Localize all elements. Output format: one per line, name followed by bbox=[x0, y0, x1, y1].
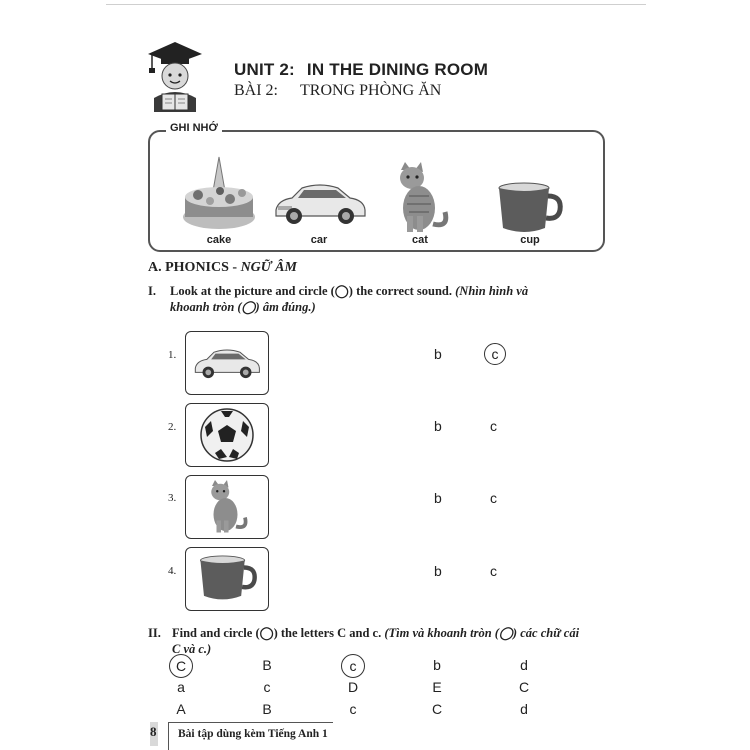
exercise-2-instruction-vi-2: C và c.) bbox=[172, 642, 212, 656]
unit-name: IN THE DINING ROOM bbox=[306, 60, 489, 79]
unit-label: UNIT 2: bbox=[234, 60, 295, 79]
exercise-1-instruction-vi-2: khoanh tròn (◯) âm đúng.) bbox=[170, 300, 316, 314]
lesson-name: TRONG PHÒNG ĂN bbox=[300, 82, 442, 99]
cat-icon bbox=[206, 479, 248, 535]
letter-cell-circled[interactable]: c bbox=[341, 654, 365, 678]
soccer-ball-icon bbox=[199, 407, 255, 463]
item-2-option-c[interactable]: c bbox=[490, 418, 497, 434]
footer-divider bbox=[168, 722, 169, 750]
section-a-title: A. PHONICS - bbox=[148, 260, 241, 275]
footer-book-title: Bài tập dùng kèm Tiếng Anh 1 bbox=[178, 728, 328, 740]
letter-cell[interactable]: C bbox=[431, 701, 443, 717]
cake-icon bbox=[180, 155, 258, 233]
item-1-number: 1. bbox=[168, 349, 177, 361]
item-4-option-b[interactable]: b bbox=[434, 563, 442, 579]
memo-label: GHI NHỚ bbox=[166, 122, 222, 134]
exercise-2-number: II. bbox=[148, 626, 161, 640]
letter-cell[interactable]: D bbox=[347, 679, 359, 695]
letter-cell[interactable]: B bbox=[262, 657, 272, 673]
letter-cell[interactable]: b bbox=[433, 657, 441, 673]
item-3-option-c[interactable]: c bbox=[490, 490, 497, 506]
item-2-picture-frame bbox=[185, 403, 269, 467]
memo-word-cake: cake bbox=[206, 234, 232, 246]
letter-cell[interactable]: a bbox=[177, 679, 185, 695]
exercise-2-instruction-en: Find and circle (◯) the letters C and c. bbox=[172, 626, 382, 640]
item-1-picture-frame bbox=[185, 331, 269, 395]
exercise-1-number: I. bbox=[148, 284, 156, 298]
letter-cell[interactable]: d bbox=[520, 657, 528, 673]
exercise-1-instruction-vi-1: (Nhìn hình và bbox=[455, 284, 529, 298]
memo-word-cat: cat bbox=[412, 234, 428, 246]
cup-icon bbox=[196, 555, 258, 603]
letter-cell[interactable]: c bbox=[349, 701, 357, 717]
exercise-1-instruction-en: Look at the picture and circle (◯) the correct sound. bbox=[170, 284, 453, 298]
letter-cell[interactable]: E bbox=[432, 679, 442, 695]
item-2-number: 2. bbox=[168, 421, 177, 433]
item-4-option-c[interactable]: c bbox=[490, 563, 497, 579]
letter-cell[interactable]: d bbox=[520, 701, 528, 717]
student-mascot-icon bbox=[144, 38, 206, 112]
letter-cell[interactable]: c bbox=[263, 679, 271, 695]
item-1-option-c-circled[interactable]: c bbox=[484, 343, 506, 365]
footer-rule bbox=[168, 722, 333, 723]
memo-word-car: car bbox=[310, 234, 328, 246]
top-rule bbox=[106, 4, 646, 5]
item-4-number: 4. bbox=[168, 565, 177, 577]
unit-title bbox=[234, 60, 488, 80]
section-a-title-vi: NGỮ ÂM bbox=[240, 260, 297, 275]
item-3-option-b[interactable]: b bbox=[434, 490, 442, 506]
cup-icon bbox=[494, 182, 564, 236]
exercise-2-instruction-vi-1: (Tìm và khoanh tròn (◯) các chữ cái bbox=[384, 626, 580, 640]
letter-cell[interactable]: A bbox=[176, 701, 186, 717]
car-icon bbox=[192, 345, 262, 381]
item-3-picture-frame bbox=[185, 475, 269, 539]
letter-cell[interactable]: C bbox=[518, 679, 530, 695]
item-2-option-b[interactable]: b bbox=[434, 418, 442, 434]
cat-icon bbox=[393, 162, 449, 234]
exercise-2-instruction bbox=[172, 625, 612, 657]
car-icon bbox=[272, 178, 368, 228]
letter-cell-circled[interactable]: C bbox=[169, 654, 193, 678]
exercise-1-instruction bbox=[170, 283, 610, 315]
letter-cell[interactable]: B bbox=[262, 701, 272, 717]
section-a-heading bbox=[148, 260, 297, 276]
memo-word-cup: cup bbox=[520, 234, 540, 246]
lesson-label: BÀI 2: bbox=[234, 82, 278, 99]
page-number: 8 bbox=[150, 724, 157, 739]
item-3-number: 3. bbox=[168, 492, 177, 504]
item-4-picture-frame bbox=[185, 547, 269, 611]
item-1-option-b[interactable]: b bbox=[434, 346, 442, 362]
lesson-title bbox=[234, 82, 441, 100]
